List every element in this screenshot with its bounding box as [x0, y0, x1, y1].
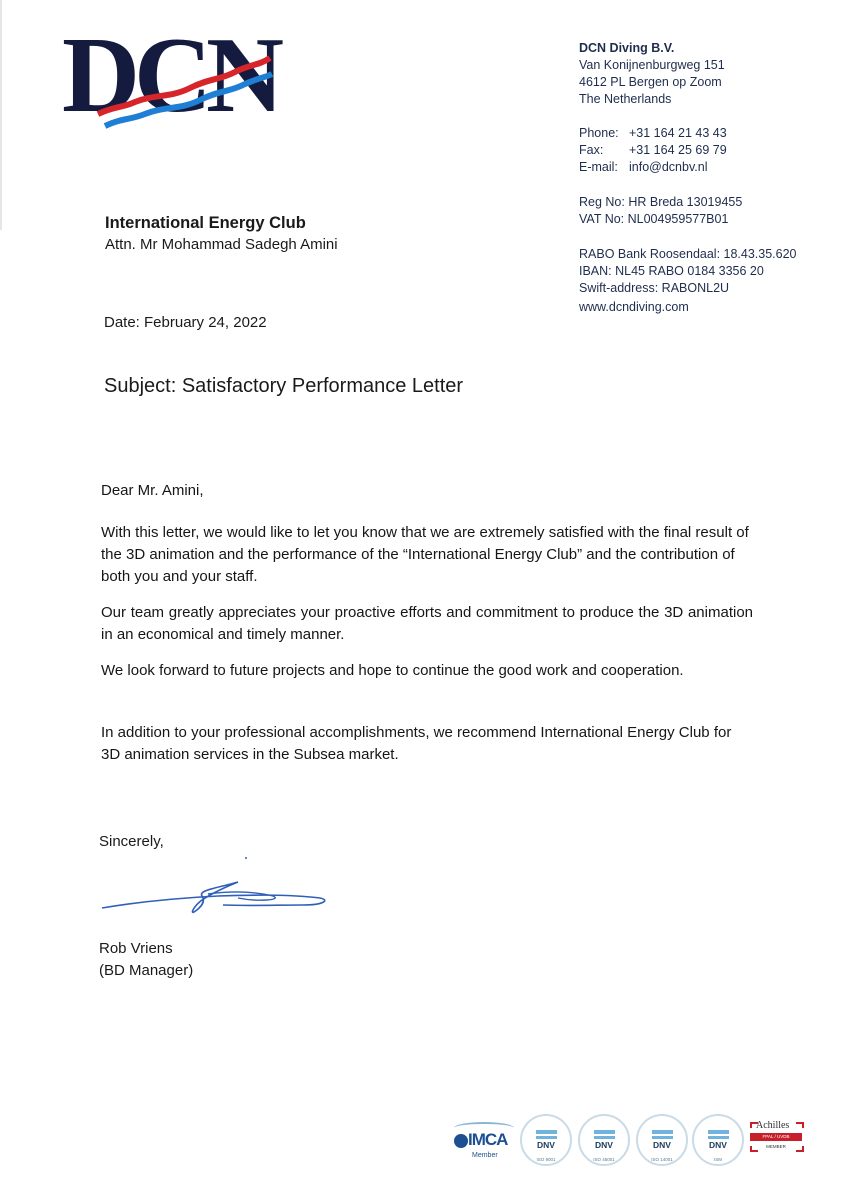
address-line: The Netherlands [579, 92, 672, 106]
dnv-standard: ISO 14001 [651, 1157, 673, 1162]
logo-blue-wave [105, 74, 272, 126]
achilles-badge [750, 1120, 810, 1160]
body-paragraph: With this letter, we would like to let you know that we are extremely satisfied with the final result of the 3D animation and the performance of the “International Energy Club” and the contribution of both you and your staff. [101, 524, 749, 585]
company-name: DCN Diving B.V. [579, 41, 675, 55]
letter-body [101, 480, 753, 766]
signer-block [99, 938, 193, 982]
contact-value: +31 164 21 43 43 [629, 126, 727, 140]
contact-label: Fax: [579, 143, 604, 157]
dnv-standard: ISO 45001 [593, 1157, 615, 1162]
dcn-logo [60, 16, 285, 138]
contact-phone [579, 125, 797, 142]
contact-value: +31 164 25 69 79 [629, 143, 727, 157]
dnv-label: DNV [653, 1140, 671, 1150]
bracket-icon [796, 1146, 804, 1152]
logo-letters: DCN [62, 16, 278, 135]
dnv-stripe-icon [652, 1130, 673, 1134]
body-paragraph: Our team greatly appreciates your proactive efforts and commitment to produce the 3D animation in an economical and timely manner. [101, 604, 753, 643]
dnv-badge [578, 1114, 630, 1166]
dnv-badge [636, 1114, 688, 1166]
body-paragraph: We look forward to future projects and hope to continue the good work and cooperation. [101, 662, 684, 679]
dnv-stripe-icon [708, 1130, 729, 1134]
body-paragraph: In addition to your professional accomplishments, we recommend International Energy Club for 3D animation services in the Subsea market. [101, 724, 732, 763]
dnv-standard: ISM [713, 1157, 722, 1162]
scan-edge [0, 0, 2, 230]
imca-label: IMCA [468, 1130, 508, 1149]
bracket-icon [750, 1122, 758, 1128]
dnv-label: DNV [709, 1140, 727, 1150]
swift: Swift-address: RABONL2U [579, 281, 730, 295]
dnv-label: DNV [595, 1140, 613, 1150]
reg-no: Reg No: HR Breda 13019455 [579, 195, 743, 209]
dnv-label: DNV [537, 1140, 555, 1150]
bank-account: RABO Bank Roosendaal: 18.43.35.620 [579, 247, 797, 261]
letter-subject: Subject: Satisfactory Performance Letter [104, 375, 464, 397]
recipient-organization: International Energy Club [105, 214, 306, 232]
website: www.dcndiving.com [579, 300, 689, 314]
signer-title: (BD Manager) [99, 962, 194, 979]
company-info [579, 40, 797, 316]
address-line: Van Konijnenburgweg 151 [579, 58, 725, 72]
contact-email [579, 159, 797, 176]
contact-fax [579, 142, 797, 159]
contact-label: Phone: [579, 126, 619, 140]
recipient-attention: Attn. Mr Mohammad Sadegh Amini [105, 236, 338, 253]
contact-value: info@dcnbv.nl [629, 160, 708, 174]
globe-icon [454, 1134, 468, 1148]
certification-badges [452, 1112, 812, 1172]
dnv-badge [520, 1114, 572, 1166]
achilles-band: FPAL / UVDB [750, 1133, 802, 1141]
logo-waves-icon [60, 28, 285, 138]
dnv-badge [692, 1114, 744, 1166]
dnv-standard: ISO 9001 [536, 1157, 556, 1162]
salutation: Dear Mr. Amini, [101, 482, 204, 499]
achilles-label: Achilles [756, 1120, 790, 1131]
closing: Sincerely, [99, 833, 164, 850]
signature-icon [98, 850, 338, 920]
contact-label: E-mail: [579, 160, 618, 174]
dnv-stripe-icon [536, 1130, 557, 1134]
dnv-stripe-icon [594, 1130, 615, 1134]
vat-no: VAT No: NL004959577B01 [579, 212, 729, 226]
achilles-member-label: MEMBER [766, 1144, 786, 1149]
address-line: 4612 PL Bergen op Zoom [579, 75, 722, 89]
imca-member-label: Member [472, 1152, 498, 1159]
bracket-icon [750, 1146, 758, 1152]
imca-badge [452, 1120, 522, 1164]
signer-name: Rob Vriens [99, 940, 173, 957]
letter-date: Date: February 24, 2022 [104, 314, 267, 331]
iban: IBAN: NL45 RABO 0184 3356 20 [579, 264, 764, 278]
bracket-icon [796, 1122, 804, 1128]
recipient-block [105, 212, 338, 256]
